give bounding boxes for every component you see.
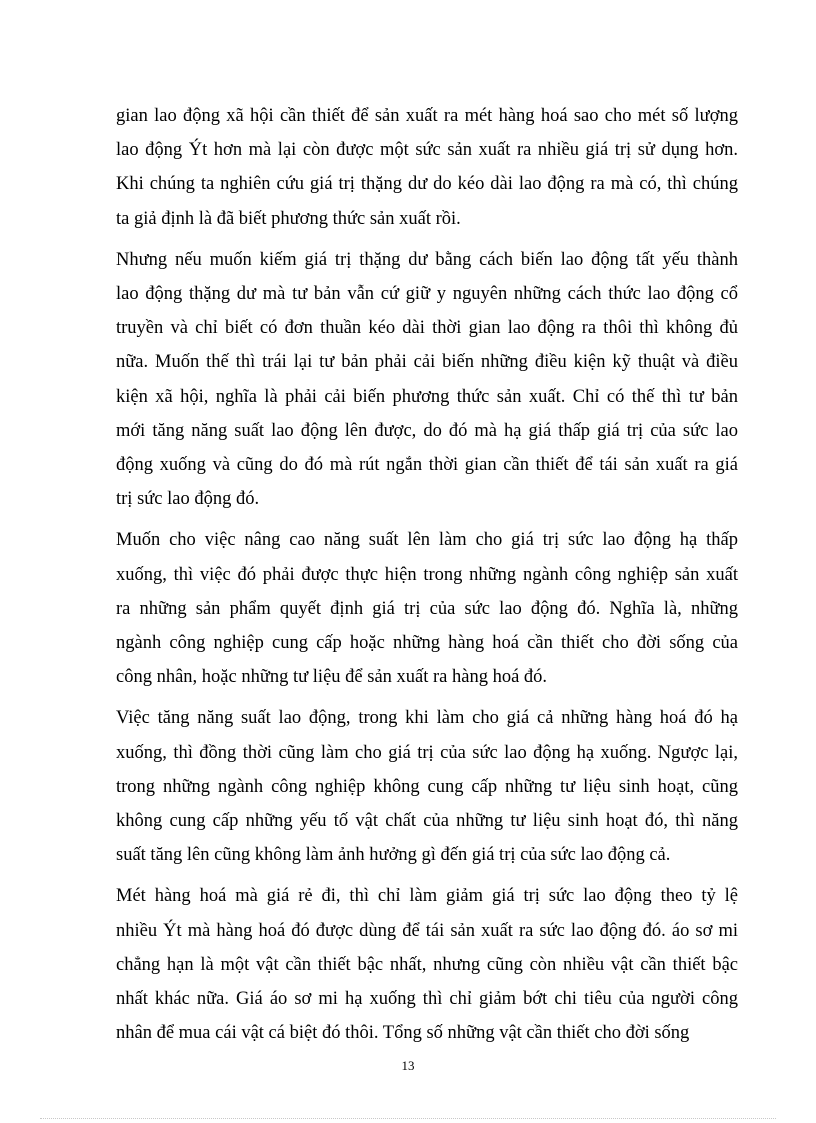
paragraph-4 — [116, 701, 738, 872]
paragraph-line: chẳng hạn là một vật cần thiết bậc nhất, nhưng cũng còn nhiều vật cần thiết bậc — [116, 954, 738, 975]
page-bottom-divider — [40, 1118, 776, 1119]
paragraph-3 — [116, 523, 738, 694]
paragraph-line: ra những sản phẩm quyết định giá trị của sức lao động đó. Nghĩa là, những — [116, 598, 738, 619]
paragraph-line: mới tăng năng suất lao động lên được, do đó mà hạ giá thấp giá trị của sức lao — [116, 420, 738, 441]
paragraph-line: xuống, thì đồng thời cũng làm cho giá trị của sức lao động hạ xuống. Ngược lại, — [116, 742, 738, 763]
paragraph-line: trong những ngành công nghiệp không cung cấp những tư liệu sinh hoạt, cũng — [116, 776, 738, 797]
paragraph-line: động xuống và cũng do đó mà rút ngắn thời gian cần thiết để tái sản xuất ra giá — [116, 455, 738, 476]
paragraph-line: suất tăng lên cũng không làm ảnh hưởng gì đến giá trị của sức lao động cả. — [116, 845, 671, 866]
paragraph-line: không cung cấp những yếu tố vật chất của những tư liệu sinh hoạt đó, thì năng — [116, 811, 738, 832]
paragraph-line: xuống, thì việc đó phải được thực hiện trong những ngành công nghiệp sản xuất — [116, 564, 738, 585]
paragraph-line: ta giả định là đã biết phương thức sản xuất rồi. — [116, 208, 461, 229]
paragraph-line: nhân để mua cái vật cá biệt đó thôi. Tổng số những vật cần thiết cho đời sống — [116, 1023, 690, 1044]
paragraph-line: trị sức lao động đó. — [116, 489, 260, 510]
paragraph-line: công nhân, hoặc những tư liệu để sản xuất ra hàng hoá đó. — [116, 667, 548, 688]
paragraph-line: nhiều Ýt mà hàng hoá đó được dùng để tái sản xuất ra sức lao động đó. áo sơ mi — [116, 920, 738, 941]
paragraph-line: Việc tăng năng suất lao động, trong khi làm cho giá cả những hàng hoá đó hạ — [116, 708, 738, 729]
paragraph-2 — [116, 243, 738, 517]
paragraph-line: nhất khác nữa. Giá áo sơ mi hạ xuống thì chỉ giảm bớt chi tiêu của người công — [116, 989, 738, 1010]
paragraph-line: gian lao động xã hội cần thiết để sản xuất ra mét hàng hoá sao cho mét số lượng — [116, 106, 738, 126]
paragraph-line: lao động thặng dư mà tư bản vẫn cứ giữ y nguyên những cách thức lao động cổ — [116, 284, 738, 305]
paragraph-line: ngành công nghiệp cung cấp hoặc những hàng hoá cần thiết cho đời sống của — [116, 633, 738, 654]
paragraph-line: Khi chúng ta nghiên cứu giá trị thặng dư do kéo dài lao động ra mà có, thì chúng — [116, 174, 738, 195]
paragraph-line: Muốn cho việc nâng cao năng suất lên làm cho giá trị sức lao động hạ thấp — [116, 530, 738, 551]
page-number: 13 — [401, 1058, 415, 1073]
paragraph-line: truyền và chỉ biết có đơn thuần kéo dài thời gian lao động ra thôi thì không đủ — [116, 318, 738, 339]
paragraph-1 — [116, 99, 738, 236]
document-body — [116, 99, 738, 1057]
paragraph-line: nữa. Muốn thế thì trái lại tư bản phải cải biến những điều kiện kỹ thuật và điều — [116, 352, 738, 373]
paragraph-line: Mét hàng hoá mà giá rẻ đi, thì chỉ làm giảm giá trị sức lao động theo tỷ lệ — [116, 886, 738, 907]
paragraph-line: kiện xã hội, nghĩa là phải cải biến phương thức sản xuất. Chỉ có thế thì tư bản — [116, 386, 738, 407]
paragraph-5 — [116, 879, 738, 1050]
paragraph-line: Nhưng nếu muốn kiếm giá trị thặng dư bằng cách biến lao động tất yếu thành — [116, 249, 738, 270]
paragraph-line: lao động Ýt hơn mà lại còn được một sức sản xuất ra nhiều giá trị sử dụng hơn. — [116, 140, 738, 161]
